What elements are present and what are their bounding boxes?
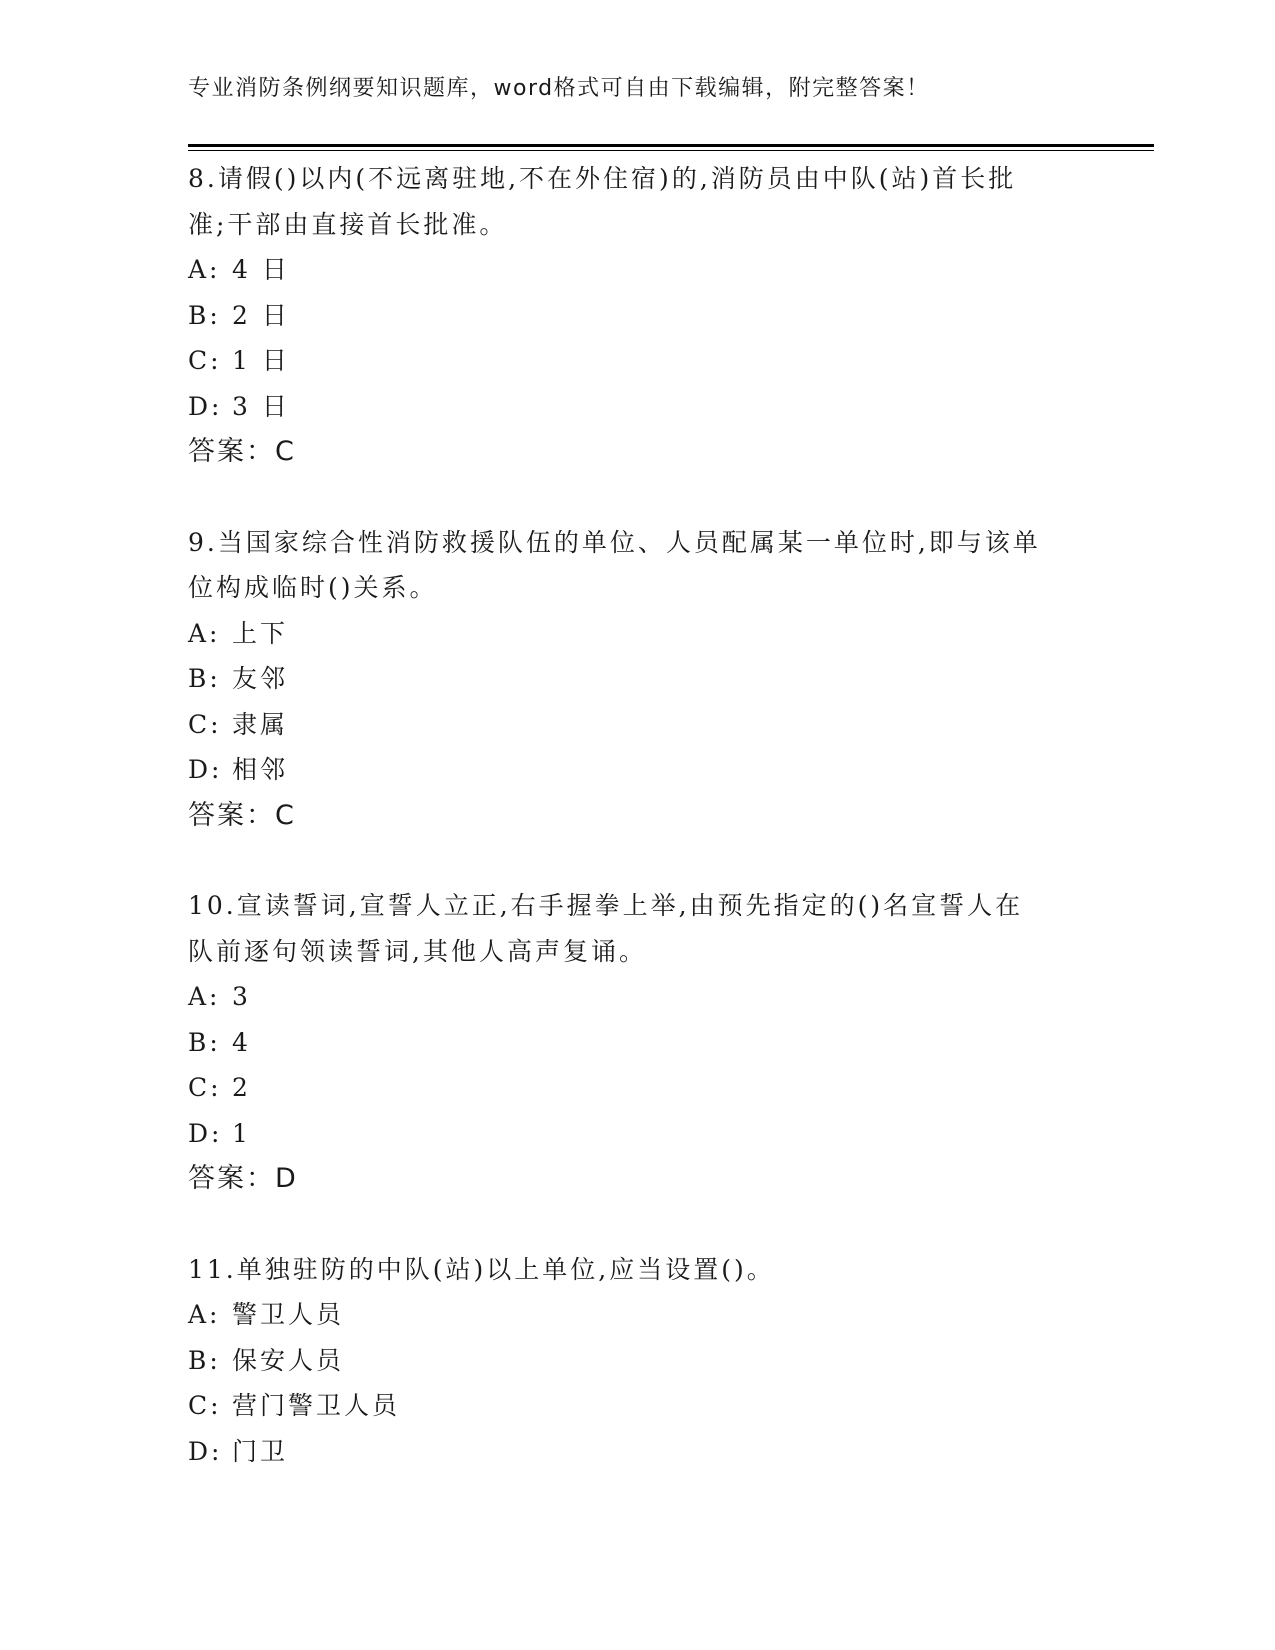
option-d: [188, 747, 1088, 793]
option-text: 3 日: [232, 391, 290, 421]
option-letter: D:: [188, 755, 223, 784]
option-d: [188, 1111, 1088, 1157]
option-a: [188, 1292, 1088, 1338]
option-text: 保安人员: [232, 1345, 345, 1375]
question-stem-line: 9.当国家综合性消防救援队伍的单位、人员配属某一单位时,即与该单: [188, 527, 1041, 557]
answer-line: 答案：D: [188, 1163, 298, 1194]
option-b: [188, 1338, 1088, 1384]
option-text: 上下: [232, 618, 289, 648]
header-rule-thick: [188, 144, 1154, 147]
question-stem-line: 准;干部由直接首长批准。: [188, 209, 508, 239]
option-text: 警卫人员: [232, 1300, 345, 1329]
question-11: [188, 1247, 1088, 1475]
question-stem-line: 队前逐句领读誓词,其他人高声复诵。: [188, 936, 647, 966]
option-text: 3: [232, 982, 251, 1011]
option-letter: C:: [188, 1391, 222, 1420]
question-list: [188, 156, 1088, 1519]
option-d: [188, 384, 1088, 430]
option-text: 2: [232, 1073, 251, 1102]
option-letter: A:: [188, 255, 221, 284]
option-text: 友邻: [232, 664, 289, 693]
option-letter: A:: [188, 618, 221, 648]
option-b: [188, 656, 1088, 702]
option-letter: B:: [188, 1027, 221, 1057]
option-letter: C:: [188, 709, 222, 739]
option-letter: C:: [188, 346, 222, 375]
option-letter: D:: [188, 391, 223, 421]
option-letter: D:: [188, 1118, 223, 1148]
option-c: [188, 1065, 1088, 1111]
page-header: 专业消防条例纲要知识题库，word格式可自由下载编辑，附完整答案！: [188, 76, 930, 101]
option-text: 1: [232, 1118, 251, 1148]
option-letter: B:: [188, 1345, 221, 1375]
question-stem-line: 10.宣读誓词,宣誓人立正,右手握拳上举,由预先指定的()名宣誓人在: [188, 891, 1024, 920]
option-letter: B:: [188, 300, 221, 330]
question-stem-line: 8.请假()以内(不远离驻地,不在外住宿)的,消防员由中队(站)首长批: [188, 164, 1017, 193]
option-letter: A:: [188, 1300, 221, 1329]
option-c: [188, 338, 1088, 384]
option-text: 相邻: [232, 755, 289, 784]
option-b: [188, 293, 1088, 339]
header-rule-thin: [188, 150, 1154, 151]
question-9: [188, 520, 1088, 839]
option-a: [188, 974, 1088, 1020]
option-text: 4: [232, 1027, 251, 1057]
option-letter: B:: [188, 664, 221, 693]
option-d: [188, 1429, 1088, 1475]
option-a: [188, 611, 1088, 657]
option-c: [188, 702, 1088, 748]
option-c: [188, 1383, 1088, 1429]
option-letter: C:: [188, 1073, 222, 1102]
question-stem-line: 11.单独驻防的中队(站)以上单位,应当设置()。: [188, 1254, 775, 1284]
option-letter: D:: [188, 1436, 223, 1466]
question-10: [188, 883, 1088, 1202]
option-b: [188, 1020, 1088, 1066]
option-text: 2 日: [232, 300, 290, 330]
answer-line: 答案：C: [188, 436, 296, 467]
option-a: [188, 247, 1088, 293]
option-text: 4 日: [232, 255, 290, 284]
option-text: 门卫: [232, 1436, 289, 1466]
option-text: 隶属: [232, 709, 289, 739]
option-text: 营门警卫人员: [232, 1391, 401, 1420]
option-text: 1 日: [232, 346, 290, 375]
question-8: [188, 156, 1088, 475]
option-letter: A:: [188, 982, 221, 1011]
answer-line: 答案：C: [188, 799, 296, 831]
question-stem-line: 位构成临时()关系。: [188, 573, 438, 602]
